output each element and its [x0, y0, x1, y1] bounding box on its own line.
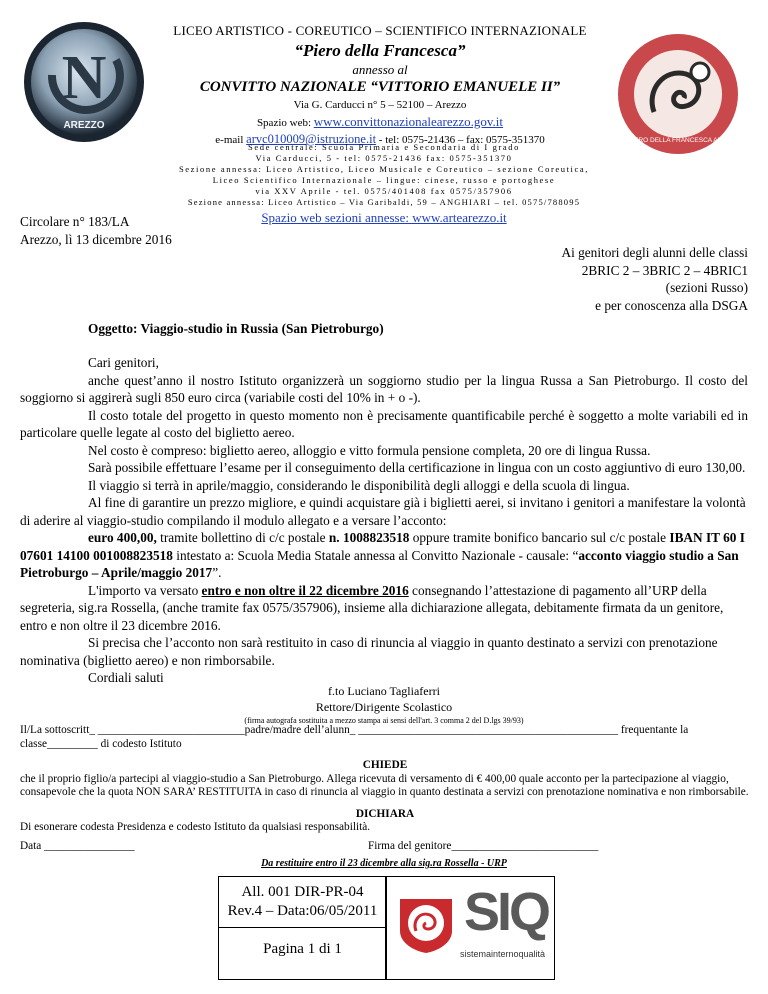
recipient-line: 2BRIC 2 – 3BRIC 2 – 4BRIC1 [581, 262, 748, 278]
adhesion-form [20, 724, 750, 835]
deadline: entro e non oltre il 22 dicembre 2016 [201, 582, 409, 598]
sezione1-b: Liceo Scientifico Internazionale – lingue: cinese, russo e portoghese [212, 175, 556, 185]
svg-text:AREZZO: AREZZO [63, 120, 105, 131]
web-line [150, 115, 610, 130]
closing: Cordiali saluti [88, 670, 164, 685]
paragraph-4: Sarà possibile effettuare l’esame per il conseguimento della certificazione in lingua con un costo aggiuntivo di euro 130,00. [88, 460, 746, 475]
phone: - tel: 0575-21436 – fax: 0575-351370 [378, 134, 545, 146]
school-name: “Piero della Francesca” [294, 41, 466, 60]
annex-web[interactable]: Spazio web sezioni annesse: www.artearezzo.it [261, 210, 507, 225]
paragraph-8 [20, 582, 748, 635]
form-line-1[interactable]: Il/La sottoscritt_ __________________________padre/madre dell’alunn_ ______________________________________________ frequentante la [20, 724, 689, 736]
signature-note: (firma autografa sostituita a mezzo stampa ai sensi dell'art. 3 comma 2 del D.lgs 39/93) [244, 716, 524, 725]
convitto-logo [22, 20, 146, 144]
email-label: e-mail [215, 134, 244, 146]
sezione1-a: Sezione annessa: Liceo Artistico, Liceo Musicale e Coreutico – sezione Coreutica, [178, 164, 589, 174]
p8-text: L'importo va versato [88, 582, 202, 598]
paragraph-9: Si precisa che l’acconto non sarà restituito in caso di rinuncia al viaggio in quanto destinato a servizi con prenotazione nominativa (biglietto aereo) e non rimborsabile. [20, 635, 718, 668]
p7-text: intestato a: Scuola Media Statale annessa al Convitto Nazionale - causale: “ [172, 547, 579, 563]
quality-logo-box [385, 876, 555, 980]
siq-logo: SIQ [464, 882, 549, 942]
paragraph-6: Al fine di garantire un prezzo migliore, e quindi acquistare già i biglietti aerei, si invitano i genitori a manifestare la volontà di aderire al viaggio-studio compilando il modulo allegato e a versare l’acconto: [20, 495, 746, 528]
dichiara-text: Di esonerare codesta Presidenza e codesto Istituto da qualsiasi responsabilità. [20, 821, 371, 833]
email-link[interactable]: arvc010009@istruzione.it [246, 132, 377, 146]
page-number: Pagina 1 di 1 [263, 941, 342, 957]
signer-name: f.to Luciano Tagliaferri [328, 684, 440, 698]
recipient-line: (sezioni Russo) [665, 280, 748, 295]
doc-revision: Rev.4 – Data:06/05/2011 [227, 903, 378, 919]
doc-code: All. 001 DIR-PR-04 [241, 884, 364, 900]
address: Via G. Carducci n° 5 – 52100 – Arezzo [293, 99, 467, 111]
recipients [562, 244, 748, 314]
paragraph-7 [20, 529, 748, 582]
causale: acconto viaggio studio a San Pietroburgo – Aprile/maggio 2017 [20, 547, 739, 580]
svg-text:I.S. PIERO DELLA FRANCESCA ARE: I.S. PIERO DELLA FRANCESCA AREZZO [616, 137, 740, 144]
subject: Oggetto: Viaggio-studio in Russia (San Pietroburgo) [88, 321, 384, 336]
school-line: LICEO ARTISTICO - COREUTICO – SCIENTIFICO INTERNAZIONALE [173, 23, 587, 38]
signature-block [20, 683, 748, 726]
web-link[interactable]: www.convittonazionalearezzo.gov.it [313, 114, 504, 129]
paragraph-1: anche quest’anno il nostro Istituto organizzerà un soggiorno studio per la lingua Russa a San Pietroburgo. Il costo del soggiorno si aggirerà sugli 850 euro circa (variabile costi del 10% in + o -). [20, 372, 748, 405]
salutation: Cari genitori, [88, 355, 159, 370]
svg-text:N: N [61, 44, 107, 112]
p7-text: tramite bollettino di c/c postale [156, 530, 329, 545]
sede-centrale-addr: Via Carducci, 5 - tel: 0575-21436 fax: 0575-351370 [255, 153, 513, 163]
circolare-number: Circolare n° 183/LA [20, 214, 130, 229]
p7-text: oppure tramite bonifico bancario sul c/c postale [409, 530, 670, 545]
seal-icon [394, 891, 458, 955]
signer-role: Rettore/Dirigente Scolastico [315, 700, 453, 714]
convitto-name: CONVITTO NAZIONALE “VITTORIO EMANUELE II” [199, 79, 561, 95]
paragraph-2: Il costo totale del progetto in questo momento non è precisamente quantificabile perché è soggetto a molte variabili ed in particolare quelle legate al costo del biglietto aereo. [20, 407, 748, 440]
sede-centrale: Sede centrale: Scuola Primaria e Secondaria di I grado [248, 142, 520, 152]
sezione1-c: via XXV Aprile - tel. 0575/401408 fax 0575/357906 [255, 186, 513, 196]
doc-control-box [218, 876, 387, 980]
date-field[interactable]: Data ________________ [20, 840, 135, 852]
liceo-logo [616, 32, 740, 156]
form-line-2[interactable]: classe_________ di codesto Istituto [20, 737, 182, 750]
paragraph-3: Nel costo è compreso: biglietto aereo, alloggio e vitto formula pensione completa, 20 ore di lingua Russa. [88, 442, 651, 458]
recipient-line: Ai genitori degli alunni delle classi [561, 245, 748, 260]
recipient-line: e per conoscenza alla DSGA [595, 297, 748, 313]
return-note: Da restituire entro il 23 dicembre alla sig.ra Rossella - URP [261, 858, 507, 869]
dichiara-title: DICHIARA [355, 807, 415, 820]
p7-text: ”. [212, 565, 222, 580]
letter-body [20, 354, 748, 687]
p8-text: consegnando l’attestazione di pagamento all’URP della segreteria, sig.ra Rossella, (anche tramite fax 0575/357906), insieme alla dichiarazione allegata, debitamente firmata da un genitore, entro e non oltre il 23 dicembre 2016. [20, 582, 724, 633]
amount: euro 400,00, [88, 530, 157, 545]
date-line: Arezzo, lì 13 dicembre 2016 [20, 231, 172, 247]
chiede-text: che il proprio figlio/a partecipi al viaggio-studio a San Pietroburgo. Allega ricevuta di versamento di € 400,00 quale acconto per la partecipazione al viaggio, consapevole che la quota NON SARA’ RESTITUITA in caso di rinuncia al viaggio in quanto destinata a servizi con prenotazione nominativa e non rimborsabile. [20, 772, 749, 798]
paragraph-5: Il viaggio si terrà in aprile/maggio, considerando le disponibilità degli alloggi e della scuola di lingua. [88, 477, 630, 493]
siq-subtitle: sistemainternoqualità [460, 949, 546, 959]
signature-field[interactable]: Firma del genitore__________________________ [368, 840, 599, 852]
chiede-title: CHIEDE [362, 759, 408, 771]
annex-label: annesso al [352, 62, 408, 77]
web-label: Spazio web: [256, 117, 312, 129]
sezione2: Sezione annessa: Liceo Artistico – Via Garibaldi, 59 – ANGHIARI – tel. 0575/788095 [187, 197, 581, 207]
cc-number: n. 1008823518 [328, 530, 410, 545]
iban: IBAN IT 60 I 07601 14100 001008823518 [20, 530, 745, 563]
